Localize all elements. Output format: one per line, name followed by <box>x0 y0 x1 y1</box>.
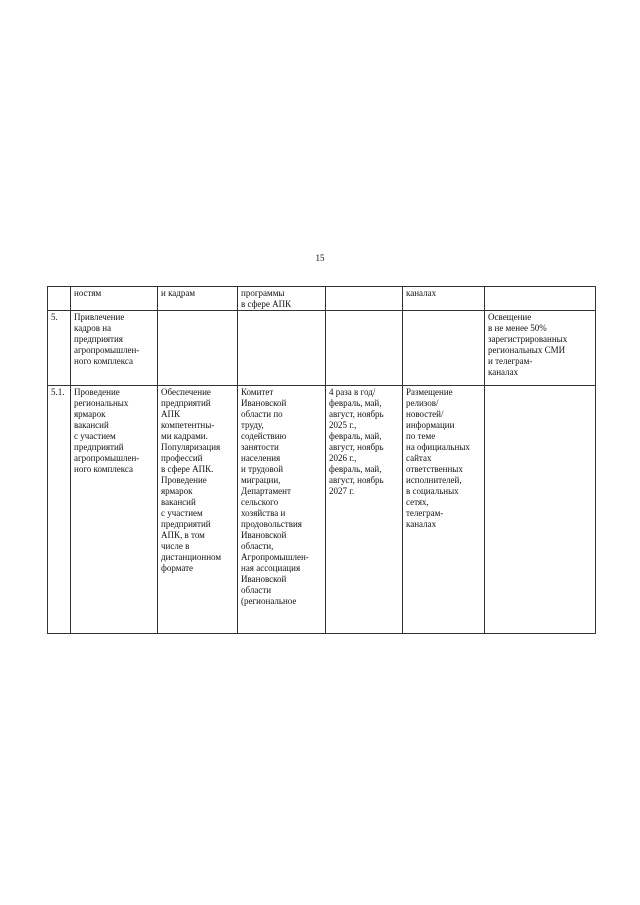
table-row-continuation <box>48 287 596 311</box>
cell-period <box>326 311 403 386</box>
cell-result <box>485 386 596 634</box>
table-row-5 <box>48 311 596 386</box>
cell-goal: Обеспечение предприятий АПК компетентны- ми кадрами. Популяризация профессий в сфере АПК. Проведение ярмарок вакансий с участием предприятий АПК, в том числе в дистанционном формате <box>158 386 238 634</box>
cell-num <box>48 287 71 311</box>
cell-goal: и кадрам <box>158 287 238 311</box>
table-row-5-1 <box>48 386 596 634</box>
cell-result: Освещение в не менее 50% зарегистрированных региональных СМИ и телеграм- каналах <box>485 311 596 386</box>
cell-result <box>485 287 596 311</box>
cell-period <box>326 287 403 311</box>
cell-goal <box>158 311 238 386</box>
cell-executor: Комитет Ивановской области по труду, содействию занятости населения и трудовой миграции, Департамент сельского хозяйства и продовольствия Ивановской области, Агропромышлен- ная ассоциация Ивановской области (региональное <box>238 386 326 634</box>
cell-executor: программы в сфере АПК <box>238 287 326 311</box>
cell-event: Привлечение кадров на предприятия агропромышлен- ного комплекса <box>71 311 158 386</box>
cell-event: Проведение региональных ярмарок вакансий с участием предприятий агропромышлен- ного комплекса <box>71 386 158 634</box>
cell-method: Размещение релизов/ новостей/ информации по теме на официальных сайтах ответственных исполнителей, в социальных сетях, телеграм- каналах <box>403 386 485 634</box>
cell-method <box>403 311 485 386</box>
cell-event: ностям <box>71 287 158 311</box>
cell-method: каналах <box>403 287 485 311</box>
cell-executor <box>238 311 326 386</box>
page-number: 15 <box>315 253 325 263</box>
cell-num: 5.1. <box>48 386 71 634</box>
cell-period: 4 раза в год/ февраль, май, август, ноябрь 2025 г., февраль, май, август, ноябрь 2026 г., февраль, май, август, ноябрь 2027 г. <box>326 386 403 634</box>
measures-table <box>47 286 596 634</box>
cell-num: 5. <box>48 311 71 386</box>
